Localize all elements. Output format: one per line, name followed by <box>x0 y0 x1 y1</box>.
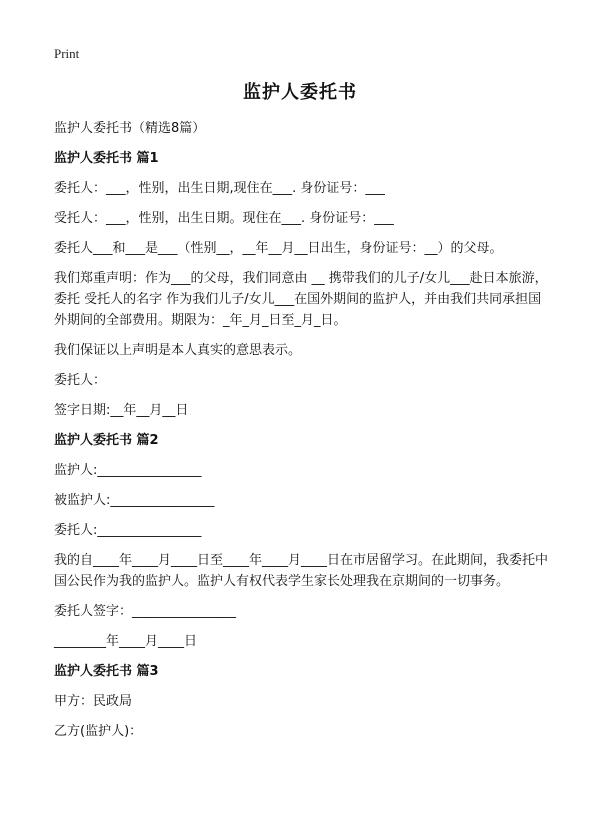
paragraph: 委托人:________________ <box>54 523 202 538</box>
section-heading-2: 监护人委托书 篇2 <box>54 433 159 448</box>
paragraph: 签字日期:__年__月__日 <box>54 403 189 418</box>
paragraph: 委托人：___，性别，出生日期,现住在___. 身份证号：___ <box>54 181 385 196</box>
paragraph: 委托人签字：________________ <box>54 604 237 619</box>
paragraph: 甲方：民政局 <box>54 694 133 709</box>
paragraph: 我们郑重声明：作为___的父母，我们同意由 __ 携带我们的儿子/女儿___赴日本旅游，委托 受托人的名字 作为我们儿子/女儿___在国外期间的监护人，并由我们共同承担国外期间的全部费用。期限为：_年_月_日至_月_日。 <box>54 271 548 328</box>
paragraph: 委托人： <box>54 373 107 388</box>
section-heading-3: 监护人委托书 篇3 <box>54 664 159 679</box>
paragraph: ________年____月____日 <box>54 634 198 649</box>
section-heading-1: 监护人委托书 篇1 <box>54 151 159 166</box>
document-subtitle: 监护人委托书（精选8篇） <box>54 121 206 136</box>
paragraph: 监护人:________________ <box>54 463 202 478</box>
document-title: 监护人委托书 <box>243 82 357 103</box>
paragraph: 受托人：___，性别，出生日期。现住在___. 身份证号：___ <box>54 211 394 226</box>
paragraph: 被监护人:________________ <box>54 493 215 508</box>
paragraph: 委托人___和___是___（性别__，__年__月__日出生，身份证号：__）的父母。 <box>54 241 503 256</box>
paragraph: 乙方(监护人)： <box>54 724 143 739</box>
paragraph: 我的自____年____月____日至____年____月____日在市居留学习。在此期间，我委托中国公民作为我的监护人。监护人有权代表学生家长处理我在京期间的一切事务。 <box>54 553 549 589</box>
print-link[interactable]: Print <box>54 46 80 61</box>
paragraph: 我们保证以上声明是本人真实的意思表示。 <box>54 343 302 358</box>
document-body <box>54 118 550 751</box>
